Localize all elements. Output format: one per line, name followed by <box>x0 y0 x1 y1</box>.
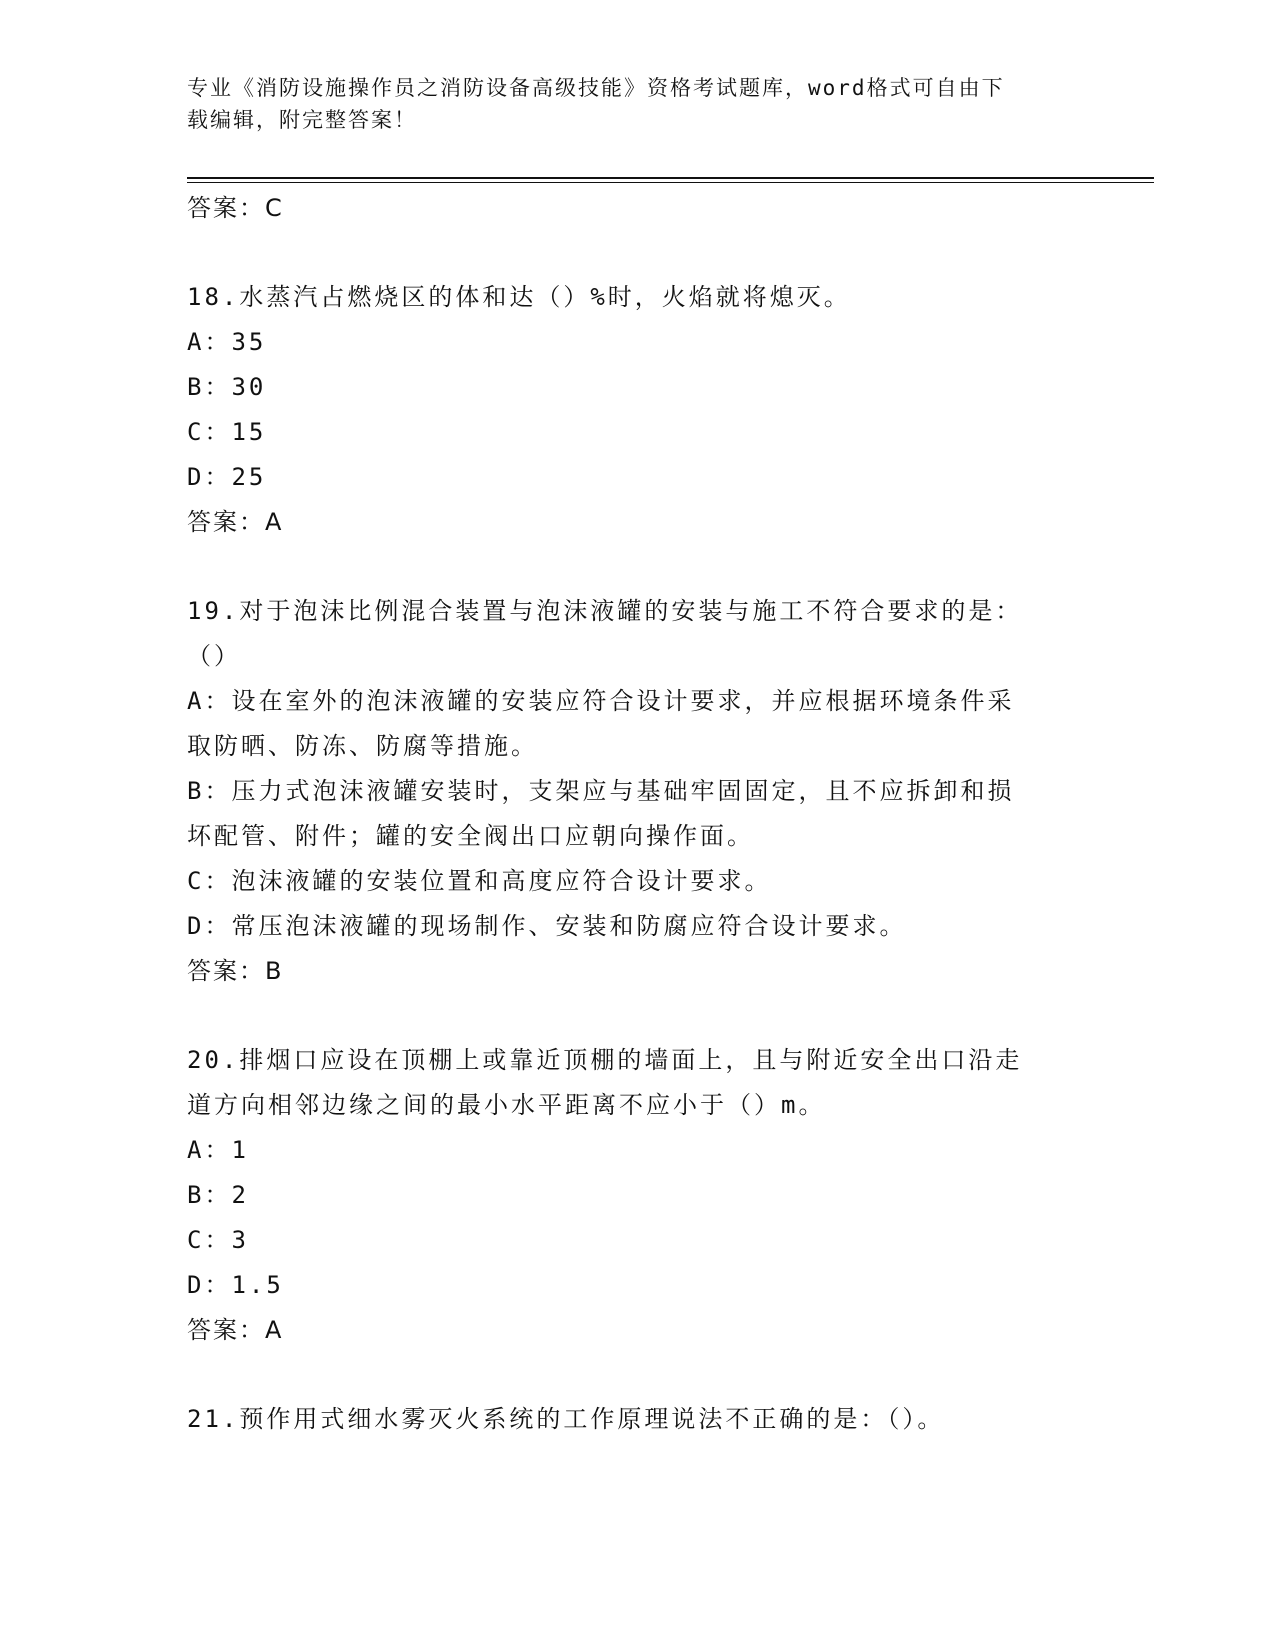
question-text: （） <box>187 642 241 670</box>
option-a: A：1 <box>187 1136 249 1164</box>
question-text: 19.对于泡沫比例混合装置与泡沫液罐的安装与施工不符合要求的是： <box>187 597 1023 625</box>
answer-line: 答案：A <box>187 1316 284 1344</box>
option-b: B：2 <box>187 1181 249 1209</box>
header-line-2: 载编辑，附完整答案！ <box>187 108 417 132</box>
question-text: 道方向相邻边缘之间的最小水平距离不应小于（）m。 <box>187 1091 826 1119</box>
option-d: D：常压泡沫液罐的现场制作、安装和防腐应符合设计要求。 <box>187 912 907 940</box>
option-a-continued: 取防晒、防冻、防腐等措施。 <box>187 732 538 760</box>
question-text: 20.排烟口应设在顶棚上或靠近顶棚的墙面上，且与附近安全出口沿走 <box>187 1046 1023 1074</box>
question-20 <box>187 1038 1077 1353</box>
option-b: B：30 <box>187 373 267 401</box>
option-c: C：3 <box>187 1226 249 1254</box>
header-divider-thin <box>187 182 1154 183</box>
answer-line: 答案：C <box>187 194 284 222</box>
option-b: B：压力式泡沫液罐安装时，支架应与基础牢固固定，且不应拆卸和损 <box>187 777 1015 805</box>
header-line-1: 专业《消防设施操作员之消防设备高级技能》资格考试题库，word格式可自由下 <box>187 76 1005 100</box>
answer-line: 答案：A <box>187 508 284 536</box>
option-c: C：泡沫液罐的安装位置和高度应符合设计要求。 <box>187 867 772 895</box>
question-text: 21.预作用式细水雾灭火系统的工作原理说法不正确的是：（）。 <box>187 1405 945 1433</box>
spacer <box>187 231 1077 275</box>
document-body <box>187 186 1077 1442</box>
option-d: D：25 <box>187 463 267 491</box>
question-21 <box>187 1397 1077 1442</box>
option-c: C：15 <box>187 418 267 446</box>
option-b-continued: 坏配管、附件；罐的安全阀出口应朝向操作面。 <box>187 822 754 850</box>
option-a: A：35 <box>187 328 267 356</box>
option-a: A：设在室外的泡沫液罐的安装应符合设计要求，并应根据环境条件采 <box>187 687 1015 715</box>
question-19 <box>187 589 1077 994</box>
spacer <box>187 1353 1077 1397</box>
question-18 <box>187 275 1077 545</box>
answer-line: 答案：B <box>187 957 284 985</box>
spacer <box>187 545 1077 589</box>
header-divider-thick <box>187 177 1154 179</box>
question-text: 18.水蒸汽占燃烧区的体和达（）%时，火焰就将熄灭。 <box>187 283 851 311</box>
spacer <box>187 994 1077 1038</box>
option-d: D：1.5 <box>187 1271 284 1299</box>
document-header <box>187 72 1077 136</box>
